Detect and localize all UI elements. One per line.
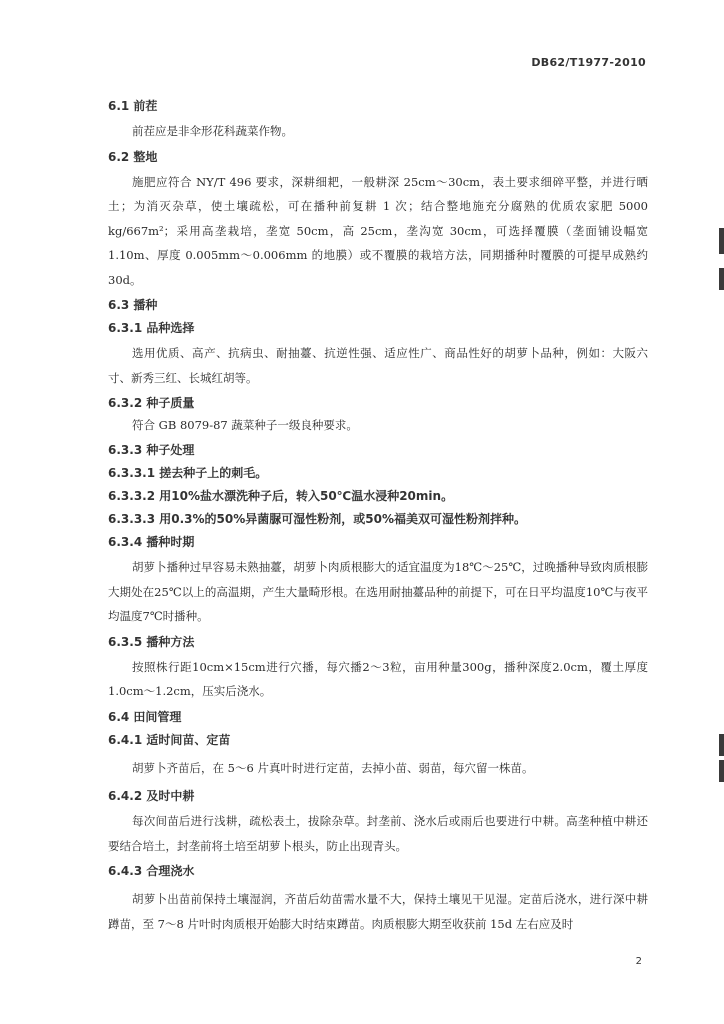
section-heading-6-3-5: 6.3.5 播种方法: [108, 634, 195, 649]
section-heading-6-3-3-3: 6.3.3.3 用0.3%的50%异菌脲可湿性粉剂，或50%福美双可湿性粉剂拌种。: [108, 512, 526, 526]
section-heading-6-4-2: 6.4.2 及时中耕: [108, 789, 195, 803]
section-heading-6-3-2: 6.3.2 种子质量: [108, 396, 195, 410]
section-text-6-4-1: 胡萝卜齐苗后，在 5～6 片真叶时进行定苗，去掉小苗、弱苗，每穴留一株苗。: [132, 760, 534, 775]
section-heading-6-3-4: 6.3.4 播种时期: [108, 535, 195, 549]
section-heading-6-1: 6.1 前茬: [108, 99, 158, 113]
section-text-6-3-5: 按照株行距10cm×15cm进行穴播，每穴播2～3粒，亩用种量300g，播种深度2.0cm，覆土厚度1.0cm～1.2cm，压实后浇水。: [108, 659, 648, 698]
section-text-6-3-4: 胡萝卜播种过早容易未熟抽薹，胡萝卜肉质根膨大的适宜温度为18℃～25℃，过晚播种导致肉质根膨大期处在25℃以上的高温期，产生大量畸形根。在选用耐抽薹品种的前提下，可在日平均温度10℃与夜平均温度7℃时播种。: [108, 560, 648, 623]
section-heading-6-2: 6.2 整地: [108, 149, 158, 164]
scan-edge-mark: [719, 228, 724, 254]
section-heading-6-3: 6.3 播种: [108, 298, 158, 312]
section-heading-6-4-3: 6.4.3 合理浇水: [108, 864, 195, 878]
page-number: 2: [635, 956, 642, 967]
section-text-6-2: 施肥应符合 NY/T 496 要求，深耕细耙，一般耕深 25cm～30cm，表土要求细碎平整，并进行晒土；为消灭杂草，使土壤疏松，可在播种前复耕 1 次；结合整地施充分腐熟的优质农家肥 5000 kg/667m²；采用高垄栽培，垄宽 50cm，高 25cm，垄沟宽 30cm，可选择覆膜（垄面铺设幅宽 1.10m、厚度 0.005mm～0.006mm 的地膜）或不覆膜的栽培方法，同期播种时覆膜的可提早成熟约 30d。: [108, 174, 648, 287]
section-heading-6-3-3-1: 6.3.3.1 搓去种子上的刺毛。: [108, 466, 268, 480]
scan-edge-mark: [719, 268, 724, 290]
scan-edge-mark: [719, 760, 724, 782]
section-text-6-3-1: 选用优质、高产、抗病虫、耐抽薹、抗逆性强、适应性广、商品性好的胡萝卜品种，例如：大阪六寸、新秀三红、长城红胡等。: [108, 346, 648, 385]
scan-edge-mark: [719, 734, 724, 756]
section-text-6-4-2: 每次间苗后进行浅耕，疏松表土，拔除杂草。封垄前、浇水后或雨后也要进行中耕。高垄种植中耕还要结合培土，封垄前将土培至胡萝卜根头，防止出现青头。: [108, 814, 648, 853]
section-text-6-4-3: 胡萝卜出苗前保持土壤湿润，齐苗后幼苗需水量不大，保持土壤见干见湿。定苗后浇水，进行深中耕蹲苗，至 7～8 片叶时肉质根开始膨大时结束蹲苗。肉质根膨大期至收获前 15d 左右应及时: [108, 892, 648, 931]
section-heading-6-3-1: 6.3.1 品种选择: [108, 321, 195, 335]
section-text-6-1: 前茬应是非伞形花科蔬菜作物。: [132, 124, 293, 138]
section-heading-6-3-3-2: 6.3.3.2 用10%盐水漂洗种子后，转入50℃温水浸种20min。: [108, 489, 454, 503]
document-body: [108, 96, 648, 936]
section-text-6-3-2: 符合 GB 8079-87 蔬菜种子一级良种要求。: [132, 418, 358, 432]
section-heading-6-4: 6.4 田间管理: [108, 709, 182, 724]
section-heading-6-3-3: 6.3.3 种子处理: [108, 443, 195, 457]
section-heading-6-4-1: 6.4.1 适时间苗、定苗: [108, 732, 231, 747]
standard-code: DB62/T1977-2010: [531, 56, 646, 69]
